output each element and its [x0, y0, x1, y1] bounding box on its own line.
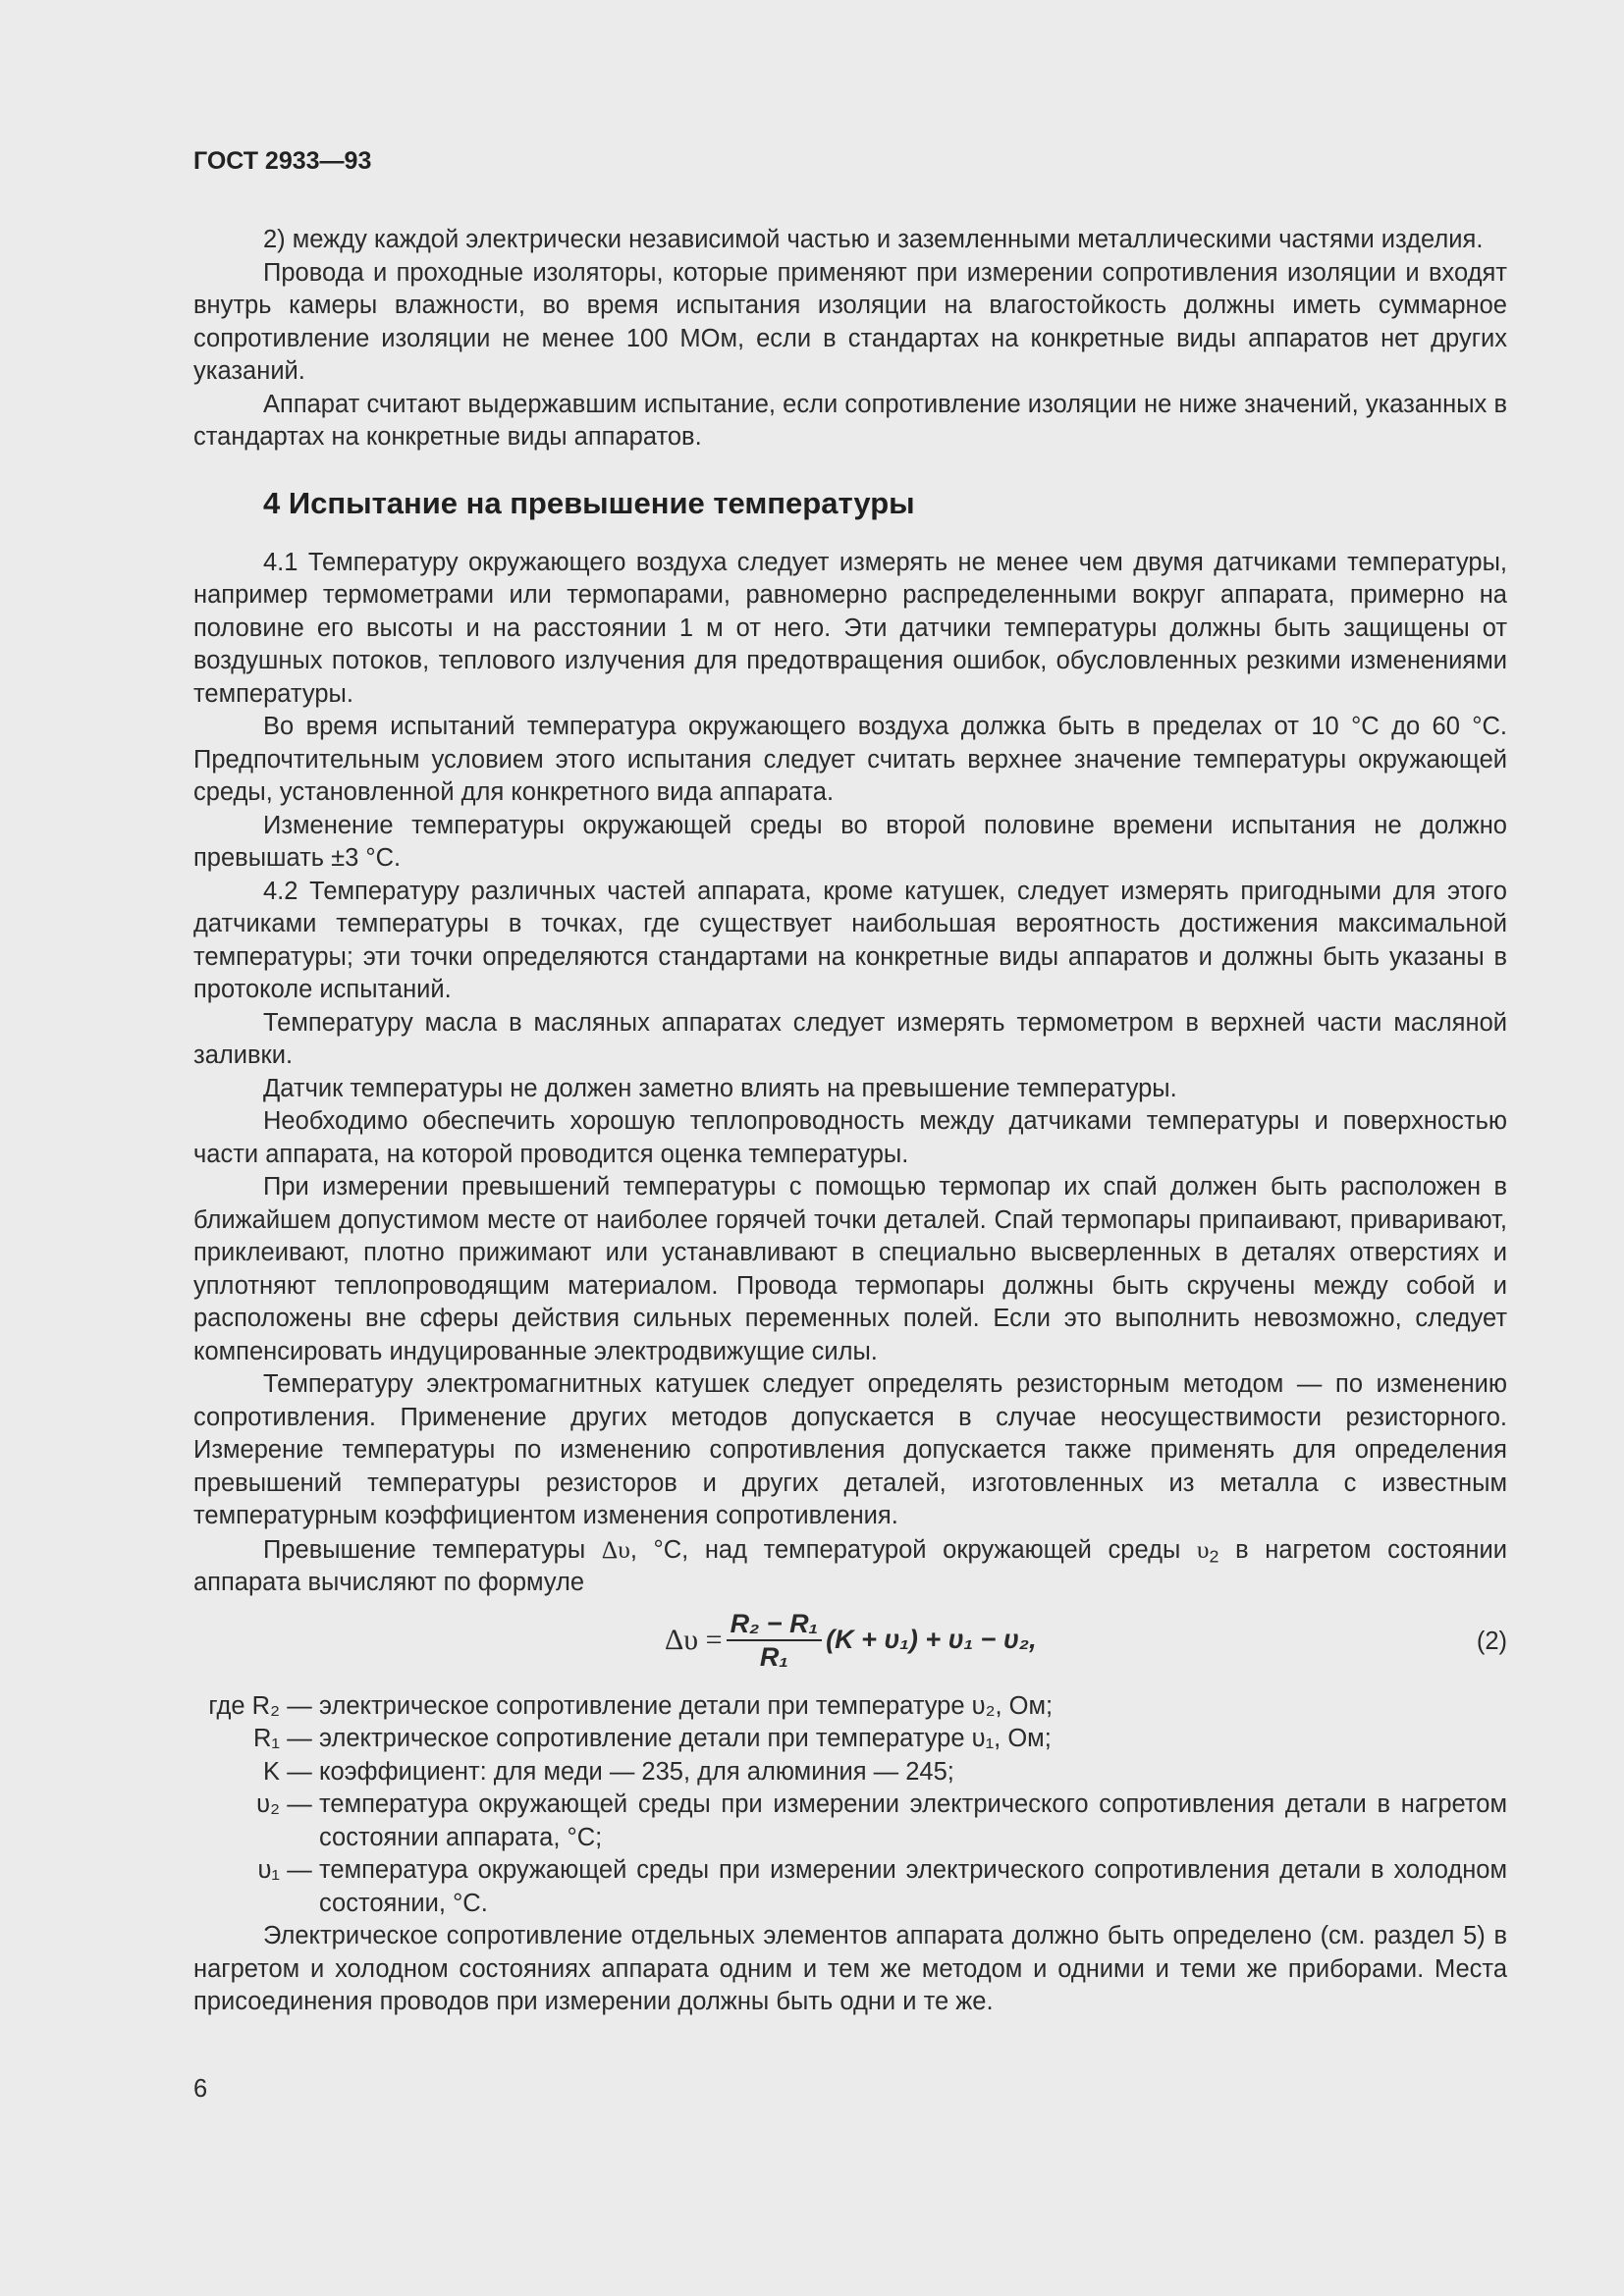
definition-text: электрическое сопротивление детали при температуре υ₂, Ом; — [319, 1691, 1054, 1720]
section-title: 4 Испытание на превышение температуры — [263, 485, 915, 520]
formula-intro: Превышение температуры Δυ, °С, над температурой окружающей среды $\upsilon_2$ в нагретом состоянии аппарата вычисляют по формуле — [193, 1534, 1507, 1596]
paragraph: 4.2 Температуру различных частей аппарата, кроме катушек, следует измерять пригодными для этого датчиками температуры в точках, где существует наибольшая вероятность достижения максимальной температуры; эти точки определяются стандартами на конкретные виды аппаратов и должны быть указаны в протоколе испытаний. — [193, 877, 1507, 1003]
formula-block — [193, 1604, 1507, 1682]
definition-text: коэффициент: для меди — 235, для алюминия — 245; — [319, 1757, 954, 1786]
paragraph: Датчик температуры не должен заметно влиять на превышение температуры. — [263, 1074, 1177, 1102]
paragraph: Электрическое сопротивление отдельных элементов аппарата должно быть определено (см. раздел 5) в нагретом и холодном состояниях аппарата одним и тем же методом и одними и теми же приборами. Места присоединения проводов при измерении должны быть одни и те же. — [193, 1922, 1507, 2015]
definition-item: где R₂ — электрическое сопротивление детали при температуре υ₂, Ом; — [193, 1690, 1507, 1724]
formula-rest: (K + υ₁) + υ₁ − υ₂, — [826, 1624, 1037, 1654]
paragraph: Необходимо обеспечить хорошую теплопроводность между датчиками температуры и поверхностью части аппарата, на которой проводится оценка температуры. — [193, 1107, 1507, 1168]
definition-symbol: υ₁ — [257, 1856, 280, 1884]
page-number: 6 — [193, 2075, 208, 2103]
paragraph: Температуру электромагнитных катушек следует определять резисторным методом — по изменению сопротивления. Применение других методов допускается в случае неосуществимости резисторного. Измерение температуры по изменению сопротивления допускается также применять для определения превышений температуры резисторов и других деталей, изготовленных из металла с известным температурным коэффициентом изменения сопротивления. — [193, 1370, 1507, 1529]
paragraph: Во время испытаний температура окружающего воздуха должка быть в пределах от 10 °С до 60 °С. Предпочтительным условием этого испытания следует считать верхнее значение температуры окружающей среды, установленной для конкретного вида аппарата. — [193, 713, 1507, 806]
definition-item: υ₂ — температура окружающей среды при измерении электрического сопротивления детали в нагретом состоянии аппарата, °С; — [193, 1789, 1507, 1854]
document-header: ГОСТ 2933—93 — [193, 147, 372, 175]
definition-text: температура окружающей среды при измерении электрического сопротивления детали в нагретом состоянии аппарата, °С; — [319, 1790, 1507, 1851]
definition-text: электрическое сопротивление детали при температуре υ₁, Ом; — [319, 1725, 1052, 1752]
formula — [665, 1608, 1037, 1673]
formula-fraction — [727, 1608, 823, 1673]
definition-symbol: где R₂ — [208, 1691, 280, 1720]
paragraph: Аппарат считают выдержавшим испытание, если сопротивление изоляции не ниже значений, указанных в стандартах на конкретные виды аппаратов. — [193, 390, 1507, 451]
definition-item: K — коэффициент: для меди — 235, для алюминия — 245; — [193, 1756, 1507, 1789]
formula-numerator: R₂ − R₁ — [727, 1608, 823, 1641]
paragraph: При измерении превышений температуры с помощью термопар их спай должен быть расположен в ближайшем допустимом месте от наиболее горячей точки деталей. Спай термопары припаивают, приваривают, приклеивают, плотно прижимают или устанавливают в специально высверленных в деталях отверстиях и уплотняют теплопроводящим материалом. Провода термопары должны быть скручены между собой и расположены вне сферы действия сильных переменных полей. Если это выполнить невозможно, следует компенсировать индуцированные электродвижущие силы. — [193, 1173, 1507, 1365]
definition-item: υ₁ — температура окружающей среды при измерении электрического сопротивления детали в холодном состоянии, °С. — [193, 1854, 1507, 1920]
definition-symbol: R₁ — [252, 1725, 280, 1752]
definition-symbol: K — [262, 1757, 280, 1786]
paragraph: Провода и проходные изоляторы, которые применяют при измерении сопротивления изоляции и входят внутрь камеры влажности, во время испытания изоляции на влагостойкость должны иметь суммарное сопротивление изоляции не менее 100 МОм, если в стандартах на конкретные виды аппаратов нет других указаний. — [193, 258, 1507, 385]
page-content — [193, 224, 1507, 2019]
definitions-list — [193, 1690, 1507, 1921]
formula-lhs: Δυ = — [665, 1623, 723, 1656]
formula-denominator: R₁ — [759, 1641, 788, 1672]
definition-text: температура окружающей среды при измерении электрического сопротивления детали в холодном состоянии, °С. — [319, 1856, 1507, 1917]
definition-item: R₁ — электрическое сопротивление детали при температуре υ₁, Ом; — [193, 1723, 1507, 1756]
formula-number: (2) — [1476, 1627, 1507, 1655]
definition-symbol: υ₂ — [256, 1790, 280, 1818]
paragraph: 2) между каждой электрически независимой частью и заземленными металлическими частями изделия. — [263, 226, 1484, 253]
paragraph: Температуру масла в масляных аппаратах следует измерять термометром в верхней части масляной заливки. — [193, 1008, 1507, 1069]
paragraph: 4.1 Температуру окружающего воздуха следует измерять не менее чем двумя датчиками температуры, например термометрами или термопарами, равномерно распределенными вокруг аппарата, примерно на половине его высоты и на расстоянии 1 м от него. Эти датчики температуры должны быть защищены от воздушных потоков, теплового излучения для предотвращения ошибок, обусловленных резкими изменениями температуры. — [193, 548, 1507, 708]
paragraph: Изменение температуры окружающей среды во второй половине времени испытания не должно превышать ±3 °С. — [193, 811, 1507, 872]
